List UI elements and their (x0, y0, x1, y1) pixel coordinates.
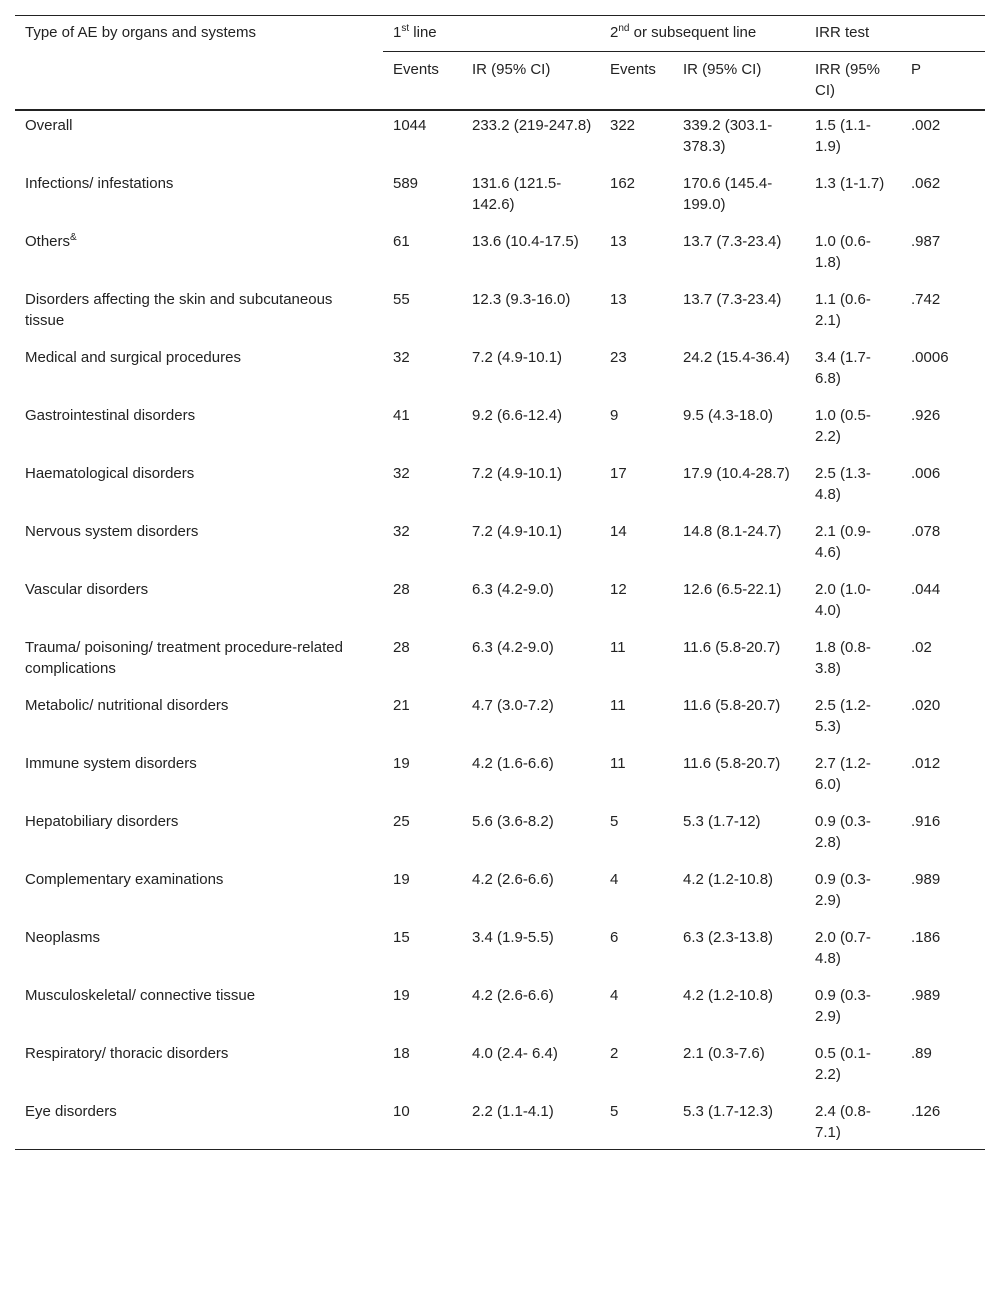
cell-ae-type: Infections/ infestations (25, 175, 174, 192)
table-row (15, 865, 985, 923)
cell-ae-type: Hepatobiliary disorders (25, 813, 179, 830)
cell-ir-second: 9.5 (4.3-18.0) (683, 407, 774, 424)
cell-ae-type: Overall (25, 117, 73, 134)
table-row (15, 923, 985, 981)
cell-irr: 1.5 (1.1-1.9) (815, 117, 871, 155)
cell-events-first: 21 (393, 697, 410, 714)
cell-events-first: 61 (393, 233, 410, 250)
cell-ir-first: 3.4 (1.9-5.5) (472, 929, 554, 946)
cell-ir-first: 7.2 (4.9-10.1) (472, 523, 563, 540)
header-irr-test: IRR test (805, 16, 985, 52)
cell-ir-second: 6.3 (2.3-13.8) (683, 929, 774, 946)
ae-incidence-table (15, 15, 985, 1150)
cell-irr: 0.9 (0.3-2.9) (815, 871, 871, 909)
cell-events-second: 23 (610, 349, 627, 366)
subheader-events-first: Events (393, 61, 439, 78)
cell-ae-type: Musculoskeletal/ connective tissue (25, 987, 256, 1004)
cell-events-second: 6 (610, 929, 619, 946)
cell-events-first: 1044 (393, 117, 427, 134)
cell-ae-type: Gastrointestinal disorders (25, 407, 196, 424)
cell-events-second: 11 (610, 755, 626, 772)
table-row (15, 169, 985, 227)
cell-p-value: .020 (911, 697, 941, 714)
cell-ae-type: Haematological disorders (25, 465, 195, 482)
cell-events-second: 13 (610, 233, 627, 250)
cell-ir-second: 5.3 (1.7-12.3) (683, 1103, 774, 1120)
table-row (15, 691, 985, 749)
table-row (15, 633, 985, 691)
subheader-events-second: Events (610, 61, 656, 78)
header-first-line: 1st line (383, 16, 600, 52)
cell-ir-second: 17.9 (10.4-28.7) (683, 465, 790, 482)
table-row (15, 981, 985, 1039)
header-type-of-ae: Type of AE by organs and systems (15, 16, 383, 111)
cell-ir-first: 131.6 (121.5-142.6) (472, 175, 562, 213)
cell-ir-second: 13.7 (7.3-23.4) (683, 233, 782, 250)
cell-events-second: 2 (610, 1045, 619, 1062)
cell-events-second: 14 (610, 523, 627, 540)
cell-ir-first: 9.2 (6.6-12.4) (472, 407, 563, 424)
cell-ae-type: Medical and surgical procedures (25, 349, 241, 366)
cell-ir-first: 13.6 (10.4-17.5) (472, 233, 579, 250)
table-row (15, 227, 985, 285)
cell-events-first: 32 (393, 523, 410, 540)
cell-events-second: 5 (610, 1103, 619, 1120)
cell-events-first: 41 (393, 407, 410, 424)
cell-irr: 2.7 (1.2-6.0) (815, 755, 871, 793)
header-second-line: 2nd or subsequent line (600, 16, 805, 52)
cell-ir-first: 5.6 (3.6-8.2) (472, 813, 554, 830)
cell-ir-second: 13.7 (7.3-23.4) (683, 291, 782, 308)
cell-irr: 3.4 (1.7-6.8) (815, 349, 871, 387)
cell-ir-first: 7.2 (4.9-10.1) (472, 465, 563, 482)
cell-events-first: 19 (393, 871, 410, 888)
cell-irr: 0.5 (0.1-2.2) (815, 1045, 871, 1083)
cell-ir-first: 6.3 (4.2-9.0) (472, 581, 554, 598)
cell-ir-second: 4.2 (1.2-10.8) (683, 871, 774, 888)
cell-events-first: 15 (393, 929, 410, 946)
cell-events-second: 17 (610, 465, 627, 482)
cell-events-second: 11 (610, 639, 626, 656)
table-body (15, 110, 985, 1150)
cell-irr: 1.1 (0.6-2.1) (815, 291, 871, 329)
subheader-p: P (911, 61, 922, 78)
cell-ir-first: 12.3 (9.3-16.0) (472, 291, 571, 308)
cell-ir-first: 2.2 (1.1-4.1) (472, 1103, 554, 1120)
subheader-ir-second: IR (95% CI) (683, 61, 762, 78)
cell-irr: 1.8 (0.8-3.8) (815, 639, 871, 677)
cell-p-value: .062 (911, 175, 941, 192)
cell-events-second: 9 (610, 407, 619, 424)
cell-irr: 0.9 (0.3-2.9) (815, 987, 871, 1025)
cell-irr: 1.3 (1-1.7) (815, 175, 885, 192)
cell-events-first: 10 (393, 1103, 410, 1120)
table-row (15, 285, 985, 343)
table-row (15, 749, 985, 807)
cell-events-second: 5 (610, 813, 619, 830)
cell-ir-first: 233.2 (219-247.8) (472, 117, 592, 134)
cell-events-first: 19 (393, 755, 410, 772)
cell-events-first: 19 (393, 987, 410, 1004)
cell-ae-type: Eye disorders (25, 1103, 117, 1120)
cell-ir-second: 339.2 (303.1-378.3) (683, 117, 773, 155)
table-row (15, 517, 985, 575)
cell-ir-first: 4.2 (2.6-6.6) (472, 987, 554, 1004)
cell-ae-type: Immune system disorders (25, 755, 197, 772)
table-row (15, 807, 985, 865)
cell-irr: 1.0 (0.5-2.2) (815, 407, 871, 445)
cell-p-value: .89 (911, 1045, 932, 1062)
cell-ir-first: 6.3 (4.2-9.0) (472, 639, 554, 656)
table-row (15, 575, 985, 633)
cell-p-value: .916 (911, 813, 941, 830)
cell-events-second: 4 (610, 987, 619, 1004)
table-row (15, 1097, 985, 1150)
cell-ir-second: 4.2 (1.2-10.8) (683, 987, 774, 1004)
cell-irr: 2.5 (1.2-5.3) (815, 697, 871, 735)
cell-irr: 2.1 (0.9-4.6) (815, 523, 871, 561)
cell-p-value: .987 (911, 233, 941, 250)
cell-irr: 2.4 (0.8-7.1) (815, 1103, 871, 1141)
cell-ir-second: 11.6 (5.8-20.7) (683, 639, 781, 656)
cell-ir-second: 170.6 (145.4-199.0) (683, 175, 773, 213)
subheader-irr: IRR (95% CI) (815, 61, 881, 99)
cell-ae-type: Complementary examinations (25, 871, 224, 888)
cell-ir-second: 24.2 (15.4-36.4) (683, 349, 790, 366)
cell-p-value: .742 (911, 291, 941, 308)
cell-p-value: .012 (911, 755, 941, 772)
cell-ir-first: 4.2 (1.6-6.6) (472, 755, 554, 772)
cell-events-first: 18 (393, 1045, 410, 1062)
cell-ir-second: 5.3 (1.7-12) (683, 813, 761, 830)
cell-p-value: .078 (911, 523, 941, 540)
cell-events-second: 13 (610, 291, 627, 308)
cell-p-value: .926 (911, 407, 941, 424)
cell-irr: 0.9 (0.3-2.8) (815, 813, 871, 851)
cell-ae-type: Respiratory/ thoracic disorders (25, 1045, 229, 1062)
cell-ae-type: Metabolic/ nutritional disorders (25, 697, 229, 714)
cell-irr: 2.0 (1.0-4.0) (815, 581, 871, 619)
table-row (15, 110, 985, 169)
cell-ir-first: 4.7 (3.0-7.2) (472, 697, 554, 714)
cell-ir-second: 14.8 (8.1-24.7) (683, 523, 782, 540)
cell-p-value: .044 (911, 581, 941, 598)
cell-ae-type: Neoplasms (25, 929, 101, 946)
footnote-marker: & (70, 232, 77, 243)
cell-events-second: 162 (610, 175, 636, 192)
cell-p-value: .0006 (911, 349, 949, 366)
cell-ae-type: Trauma/ poisoning/ treatment procedure-related complications (25, 639, 343, 677)
table-row (15, 343, 985, 401)
cell-irr: 2.5 (1.3-4.8) (815, 465, 871, 503)
cell-ae-type: Nervous system disorders (25, 523, 199, 540)
cell-p-value: .006 (911, 465, 941, 482)
cell-p-value: .002 (911, 117, 941, 134)
cell-ae-type: Vascular disorders (25, 581, 149, 598)
cell-events-second: 12 (610, 581, 627, 598)
table-row (15, 1039, 985, 1097)
cell-irr: 2.0 (0.7-4.8) (815, 929, 871, 967)
cell-ir-first: 4.2 (2.6-6.6) (472, 871, 554, 888)
cell-events-first: 28 (393, 639, 410, 656)
cell-ir-second: 12.6 (6.5-22.1) (683, 581, 782, 598)
table-row (15, 401, 985, 459)
subheader-ir-first: IR (95% CI) (472, 61, 551, 78)
cell-events-second: 4 (610, 871, 619, 888)
cell-ir-second: 2.1 (0.3-7.6) (683, 1045, 765, 1062)
cell-events-first: 55 (393, 291, 410, 308)
cell-events-first: 32 (393, 465, 410, 482)
cell-events-first: 32 (393, 349, 410, 366)
cell-ir-second: 11.6 (5.8-20.7) (683, 697, 781, 714)
cell-p-value: .126 (911, 1103, 941, 1120)
cell-irr: 1.0 (0.6-1.8) (815, 233, 871, 271)
cell-events-first: 589 (393, 175, 419, 192)
cell-events-first: 28 (393, 581, 410, 598)
cell-p-value: .989 (911, 987, 941, 1004)
cell-p-value: .02 (911, 639, 932, 656)
cell-ae-type: Others& (25, 232, 77, 250)
cell-ae-type: Disorders affecting the skin and subcutaneous tissue (25, 291, 333, 329)
cell-p-value: .186 (911, 929, 941, 946)
table-row (15, 459, 985, 517)
cell-ir-first: 4.0 (2.4- 6.4) (472, 1045, 558, 1062)
cell-events-second: 322 (610, 117, 636, 134)
cell-events-second: 11 (610, 697, 626, 714)
cell-events-first: 25 (393, 813, 410, 830)
cell-ir-first: 7.2 (4.9-10.1) (472, 349, 563, 366)
cell-p-value: .989 (911, 871, 941, 888)
cell-ir-second: 11.6 (5.8-20.7) (683, 755, 781, 772)
